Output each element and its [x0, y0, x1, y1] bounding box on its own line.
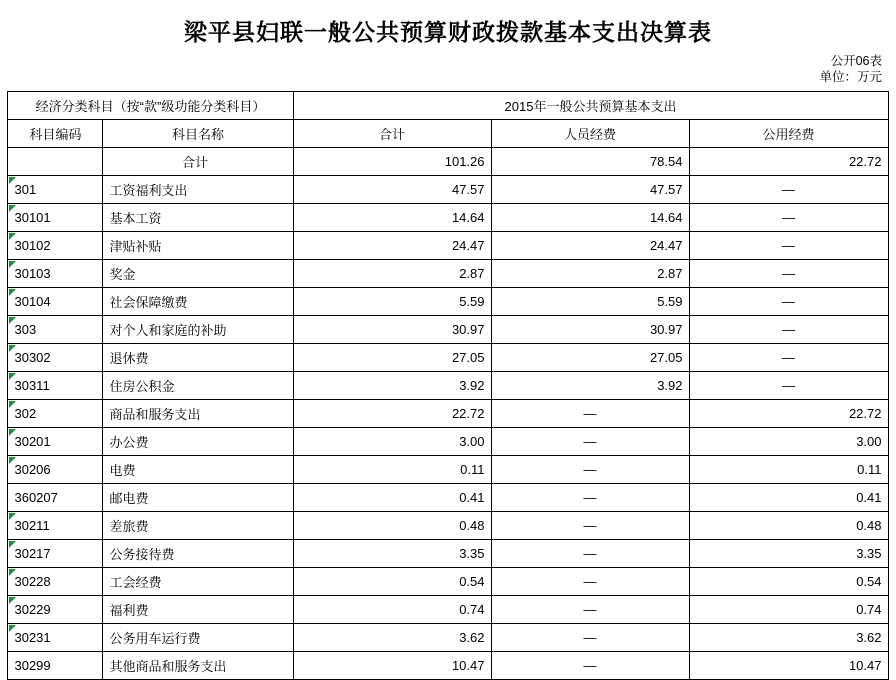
row-value: —	[689, 372, 888, 400]
table-row	[8, 148, 888, 176]
cell-flag-icon	[9, 177, 16, 184]
row-value: —	[689, 176, 888, 204]
row-value: —	[491, 652, 689, 680]
row-code: 30101	[8, 204, 103, 232]
cell-flag-icon	[9, 289, 16, 296]
row-value: 47.57	[293, 176, 491, 204]
row-value: 27.05	[491, 344, 689, 372]
row-value: 24.47	[491, 232, 689, 260]
cell-flag-icon	[9, 317, 16, 324]
cell-flag-icon	[9, 569, 16, 576]
row-value: 5.59	[491, 288, 689, 316]
table-row	[8, 288, 888, 316]
cell-flag-icon	[9, 233, 16, 240]
table-column-header-row	[8, 120, 888, 148]
row-value: 3.92	[491, 372, 689, 400]
cell-flag-icon	[9, 205, 16, 212]
row-value: —	[491, 568, 689, 596]
table-row	[8, 596, 888, 624]
table-row	[8, 372, 888, 400]
column-header-public: 公用经费	[689, 120, 888, 148]
row-value: 5.59	[293, 288, 491, 316]
row-value: 3.00	[689, 428, 888, 456]
row-code: 30302	[8, 344, 103, 372]
row-name: 办公费	[103, 428, 293, 456]
row-name: 社会保障缴费	[103, 288, 293, 316]
row-code: 30299	[8, 652, 103, 680]
row-value: —	[689, 260, 888, 288]
row-code: 30102	[8, 232, 103, 260]
row-value: 78.54	[491, 148, 689, 176]
row-name: 工会经费	[103, 568, 293, 596]
table-row	[8, 512, 888, 540]
row-name: 奖金	[103, 260, 293, 288]
row-value: 3.92	[293, 372, 491, 400]
row-code: 30201	[8, 428, 103, 456]
row-code: 360207	[8, 484, 103, 512]
row-value: 14.64	[293, 204, 491, 232]
cell-flag-icon	[9, 373, 16, 380]
row-value: 101.26	[293, 148, 491, 176]
row-value: 47.57	[491, 176, 689, 204]
form-number: 公开06表	[830, 54, 882, 68]
row-value: —	[491, 400, 689, 428]
table-row	[8, 232, 888, 260]
page-title: 梁平县妇联一般公共预算财政拨款基本支出决算表	[184, 20, 712, 45]
table-row	[8, 204, 888, 232]
row-value: 0.41	[293, 484, 491, 512]
table-row	[8, 260, 888, 288]
cell-flag-icon	[9, 401, 16, 408]
table-row	[8, 176, 888, 204]
table-row	[8, 624, 888, 652]
row-code: 303	[8, 316, 103, 344]
row-name: 公务接待费	[103, 540, 293, 568]
meta-block	[0, 53, 896, 85]
row-code: 30211	[8, 512, 103, 540]
row-value: —	[689, 232, 888, 260]
row-value: 2.87	[491, 260, 689, 288]
table-row	[8, 344, 888, 372]
row-value: 0.74	[689, 596, 888, 624]
row-code: 30231	[8, 624, 103, 652]
row-value: 0.11	[689, 456, 888, 484]
row-value: 3.35	[689, 540, 888, 568]
table-row	[8, 456, 888, 484]
row-value: 0.11	[293, 456, 491, 484]
row-value: —	[491, 624, 689, 652]
row-name: 基本工资	[103, 204, 293, 232]
table-row	[8, 568, 888, 596]
column-header-personnel: 人员经费	[491, 120, 689, 148]
cell-flag-icon	[9, 597, 16, 604]
row-value: 0.48	[293, 512, 491, 540]
row-code	[8, 148, 103, 176]
row-code: 30229	[8, 596, 103, 624]
table-header-group-row	[8, 92, 888, 120]
row-value: —	[491, 540, 689, 568]
row-value: 30.97	[491, 316, 689, 344]
row-value: 0.54	[689, 568, 888, 596]
row-code: 30104	[8, 288, 103, 316]
table-row	[8, 484, 888, 512]
column-header-total: 合计	[293, 120, 491, 148]
row-value: —	[689, 288, 888, 316]
row-code: 30228	[8, 568, 103, 596]
table-row	[8, 428, 888, 456]
row-code: 30217	[8, 540, 103, 568]
row-name: 津贴补贴	[103, 232, 293, 260]
row-value: —	[491, 512, 689, 540]
row-value: —	[491, 456, 689, 484]
row-code: 30206	[8, 456, 103, 484]
row-value: 3.35	[293, 540, 491, 568]
row-value: 0.48	[689, 512, 888, 540]
row-value: 10.47	[689, 652, 888, 680]
row-value: 3.00	[293, 428, 491, 456]
header-left-group: 经济分类科目（按“款”级功能分类科目）	[8, 92, 293, 120]
row-name: 住房公积金	[103, 372, 293, 400]
row-value: 27.05	[293, 344, 491, 372]
row-name: 邮电费	[103, 484, 293, 512]
row-code: 30311	[8, 372, 103, 400]
table-row	[8, 400, 888, 428]
row-value: —	[689, 344, 888, 372]
cell-flag-icon	[9, 345, 16, 352]
row-name: 商品和服务支出	[103, 400, 293, 428]
row-value: 22.72	[689, 148, 888, 176]
row-value: 24.47	[293, 232, 491, 260]
row-name: 退休费	[103, 344, 293, 372]
row-name: 公务用车运行费	[103, 624, 293, 652]
header-right-group: 2015年一般公共预算基本支出	[293, 92, 888, 120]
row-name: 福利费	[103, 596, 293, 624]
row-value: —	[689, 316, 888, 344]
cell-flag-icon	[9, 541, 16, 548]
cell-flag-icon	[9, 429, 16, 436]
row-code: 302	[8, 400, 103, 428]
table-row	[8, 316, 888, 344]
row-value: 0.54	[293, 568, 491, 596]
cell-flag-icon	[9, 625, 16, 632]
cell-flag-icon	[9, 261, 16, 268]
row-value: —	[491, 484, 689, 512]
row-value: 14.64	[491, 204, 689, 232]
column-header-code: 科目编码	[8, 120, 103, 148]
row-value: 22.72	[293, 400, 491, 428]
column-header-name: 科目名称	[103, 120, 293, 148]
row-value: 3.62	[689, 624, 888, 652]
row-value: —	[491, 596, 689, 624]
row-value: 0.74	[293, 596, 491, 624]
table-row	[8, 652, 888, 680]
row-value: —	[689, 204, 888, 232]
row-name: 差旅费	[103, 512, 293, 540]
table-row	[8, 540, 888, 568]
row-value: 30.97	[293, 316, 491, 344]
row-name: 电费	[103, 456, 293, 484]
row-name: 合计	[103, 148, 293, 176]
row-value: 3.62	[293, 624, 491, 652]
row-value: 2.87	[293, 260, 491, 288]
row-value: 0.41	[689, 484, 888, 512]
row-value: 10.47	[293, 652, 491, 680]
unit-label: 单位：万元	[819, 70, 882, 84]
row-name: 工资福利支出	[103, 176, 293, 204]
row-code: 301	[8, 176, 103, 204]
cell-flag-icon	[9, 513, 16, 520]
row-name: 对个人和家庭的补助	[103, 316, 293, 344]
row-value: 22.72	[689, 400, 888, 428]
cell-flag-icon	[9, 457, 16, 464]
row-code: 30103	[8, 260, 103, 288]
budget-table	[7, 91, 888, 680]
row-value: —	[491, 428, 689, 456]
row-name: 其他商品和服务支出	[103, 652, 293, 680]
